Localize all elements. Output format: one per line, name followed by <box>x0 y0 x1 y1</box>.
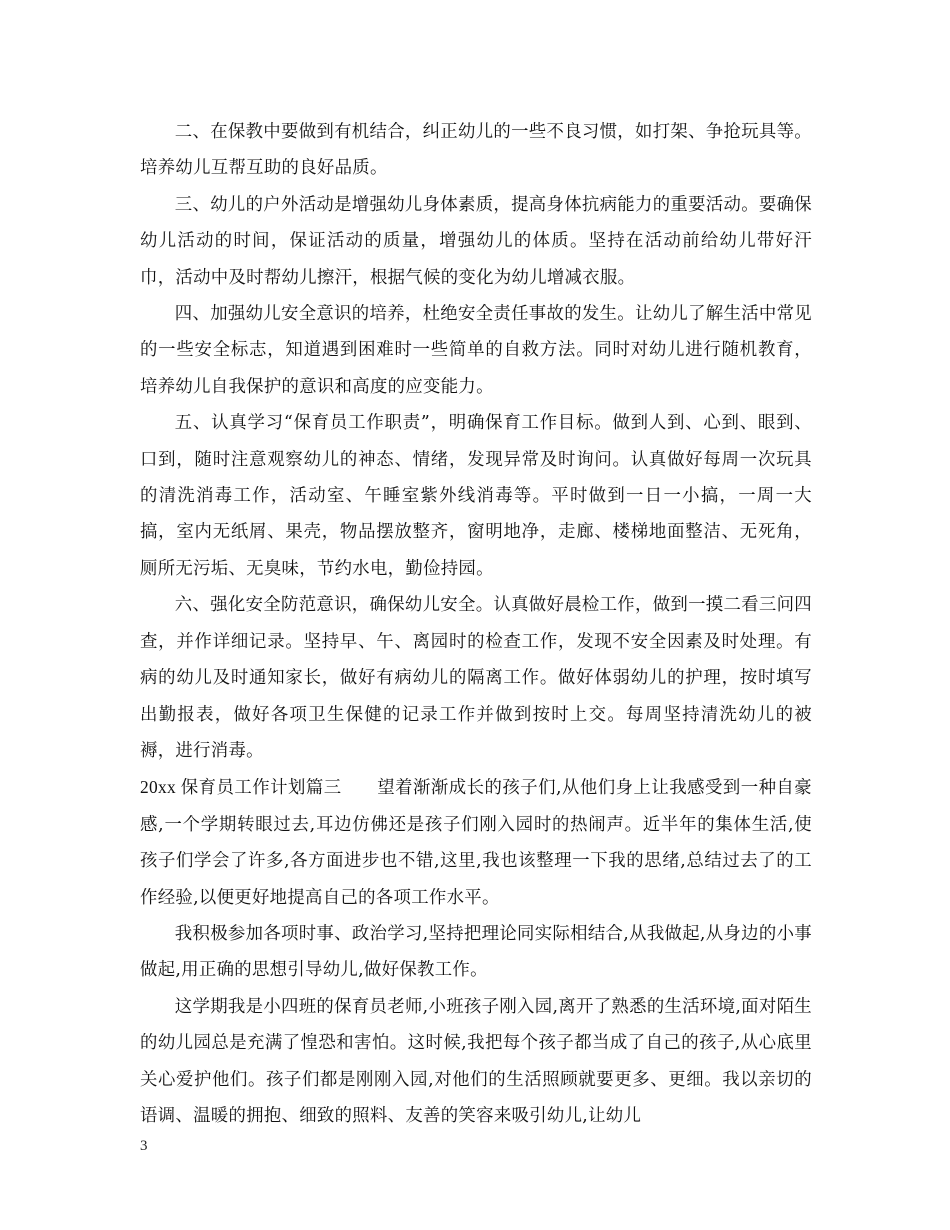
document-body <box>140 114 812 1134</box>
paragraph-4: 四、加强幼儿安全意识的培养，杜绝安全责任事故的发生。让幼儿了解生活中常见的一些安全标志，知道遇到困难时一些简单的自救方法。同时对幼儿进行随机教育，培养幼儿自我保护的意识和高度的应变能力。 <box>140 304 812 397</box>
section-heading: 20xx 保育员工作计划篇三 <box>140 777 342 798</box>
paragraph-2: 二、在保教中要做到有机结合，纠正幼儿的一些不良习惯，如打架、争抢玩具等。培养幼儿互帮互助的良好品质。 <box>140 122 812 179</box>
paragraph-6: 六、强化安全防范意识，确保幼儿安全。认真做好晨检工作，做到一摸二看三问四查，并作详细记录。坚持早、午、离园时的检查工作，发现不安全因素及时处理。有病的幼儿及时通知家长，做好有病幼儿的隔离工作。做好体弱幼儿的护理，按时填写出勤报表，做好各项卫生保健的记录工作并做到按时上交。每周坚持清洗幼儿的被褥，进行消毒。 <box>140 595 812 761</box>
section-paragraph <box>140 769 812 916</box>
page-number: 3 <box>140 1138 148 1154</box>
paragraph-3: 三、幼儿的户外活动是增强幼儿身体素质，提高身体抗病能力的重要活动。要确保幼儿活动的时间，保证活动的质量，增强幼儿的体质。坚持在活动前给幼儿带好汗巾，活动中及时帮幼儿擦汗，根据气候的变化为幼儿增减衣服。 <box>140 194 812 288</box>
section-intro: 望着渐渐成长的孩子们,从他们身上让我感受到一种自豪感,一个学期转眼过去,耳边仿佛还是孩子们刚入园时的热闹声。近半年的集体生活,使孩子们学会了许多,各方面进步也不错,这里,我也该整理一下我的思绪,总结过去了的工作经验,以便更好地提高自己的各项工作水平。 <box>140 778 812 908</box>
paragraph-class: 这学期我是小四班的保育员老师,小班孩子刚入园,离开了熟悉的生活环境,面对陌生的幼儿园总是充满了惶恐和害怕。这时候,我把每个孩子都当成了自己的孩子,从心底里关心爱护他们。孩子们都是刚刚入园,对他们的生活照顾就要更多、更细。我以亲切的语调、温暖的拥抱、细致的照料、友善的笑容来吸引幼儿,让幼儿 <box>140 996 812 1126</box>
paragraph-5: 五、认真学习“保育员工作职责”，明确保育工作目标。做到人到、心到、眼到、口到，随时注意观察幼儿的神态、情绪，发现异常及时询问。认真做好每周一次玩具的清洗消毒工作，活动室、午睡室紫外线消毒等。平时做到一日一小搞，一周一大搞，室内无纸屑、果壳，物品摆放整齐，窗明地净，走廊、楼梯地面整洁、无死角，厕所无污垢、无臭味，节约水电，勤俭持园。 <box>140 413 812 579</box>
heading-gap <box>342 778 377 798</box>
paragraph-study: 我积极参加各项时事、政治学习,坚持把理论同实际相结合,从我做起,从身边的小事做起,用正确的思想引导幼儿,做好保教工作。 <box>140 923 812 981</box>
